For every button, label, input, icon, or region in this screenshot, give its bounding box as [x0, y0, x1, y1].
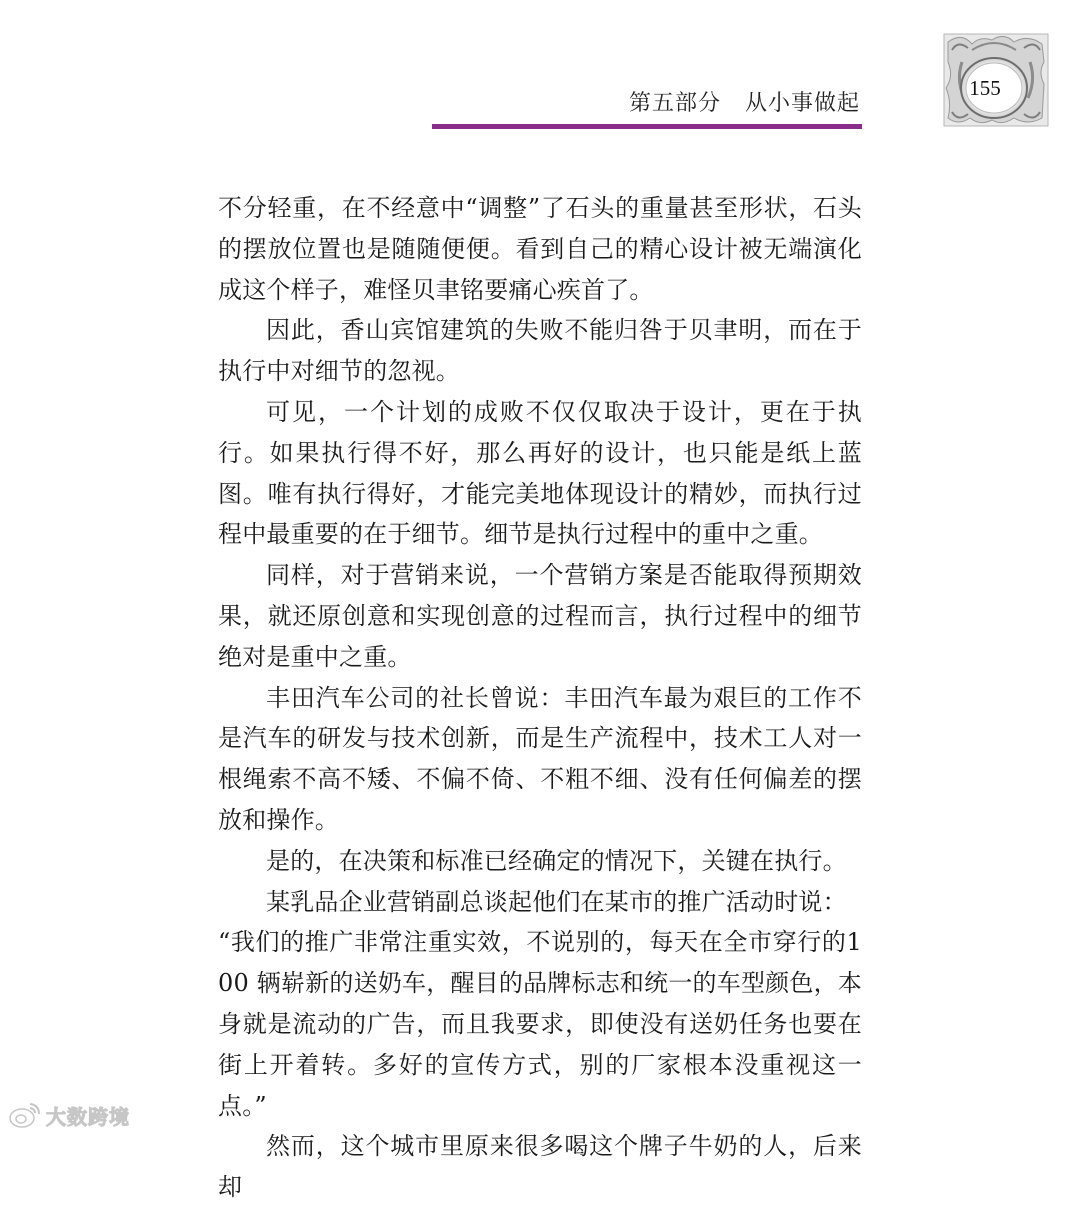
paragraph-8-quote: “我们的推广非常注重实效，不说别的，每天在全市穿行的100 辆崭新的送奶车，醒目的品牌标志和统一的车型颜色，本身就是流动的广告，而且我要求，即使没有送奶任务也要在街上开着转。多好的宣传方式，别的厂家根本没重视这一点。”: [218, 928, 862, 1120]
section-title: 第五部分: [628, 91, 721, 116]
watermark-text: 大数跨境: [46, 1104, 130, 1129]
paragraph-1: 不分轻重，在不经意中“调整”了石头的重量甚至形状，石头的摆放位置也是随随便便。看到自己的精心设计被无端演化成这个样子，难怪贝聿铭要痛心疾首了。: [218, 194, 862, 304]
weibo-logo-icon: [8, 1100, 42, 1130]
chapter-title: 从小事做起: [744, 91, 860, 116]
paragraph-4: 同样，对于营销来说，一个营销方案是否能取得预期效果，就还原创意和实现创意的过程而言，执行过程中的细节绝对是重中之重。: [218, 561, 862, 671]
paragraph-6: 是的，在决策和标准已经确定的情况下，关键在执行。: [266, 846, 847, 875]
body-text: [218, 188, 862, 1208]
paragraph-2: 因此，香山宾馆建筑的失败不能归咎于贝聿明，而在于执行中对细节的忽视。: [218, 316, 862, 386]
running-head: [560, 86, 860, 117]
header-rule: [432, 124, 862, 129]
paragraph-3: 可见，一个计划的成败不仅仅取决于设计，更在于执行。如果执行得不好，那么再好的设计，也只能是纸上蓝图。唯有执行得好，才能完美地体现设计的精妙，而执行过程中最重要的在于细节。细节是执行过程中的重中之重。: [218, 397, 862, 549]
paragraph-9: 然而，这个城市里原来很多喝这个牌子牛奶的人，后来却: [218, 1132, 862, 1202]
page-number: 155: [969, 76, 1001, 100]
paragraph-7: 某乳品企业营销副总谈起他们在某市的推广活动时说：: [266, 887, 847, 916]
watermark: [8, 1098, 130, 1132]
paragraph-5: 丰田汽车公司的社长曾说：丰田汽车最为艰巨的工作不是汽车的研发与技术创新，而是生产流程中，技术工人对一根绳索不高不矮、不偏不倚、不粗不细、没有任何偏差的摆放和操作。: [218, 683, 862, 834]
